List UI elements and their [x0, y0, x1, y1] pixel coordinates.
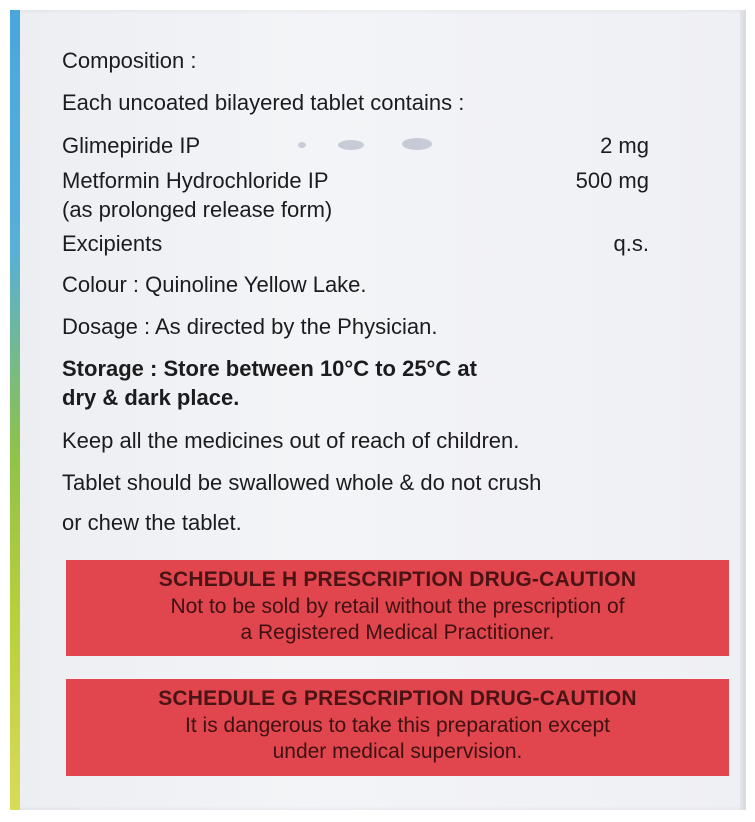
carton-right-edge: [740, 10, 746, 810]
schedule-h-line2: a Registered Medical Practitioner.: [240, 621, 555, 644]
ingredient-amount: 2 mg: [600, 133, 649, 158]
ingredient-name: Metformin Hydrochloride IP: [62, 168, 329, 193]
schedule-h-caution-box: [66, 560, 729, 656]
storage-text-line1: Storage : Store between 10°C to 25°C at: [62, 356, 477, 381]
ingredient-name: Excipients: [62, 231, 163, 256]
ingredient-amount: q.s.: [613, 231, 649, 256]
ink-speck: [338, 140, 364, 150]
carton-color-edge: [10, 10, 20, 810]
ingredient-name: Glimepiride IP: [62, 133, 201, 158]
composition-heading: Composition :: [62, 48, 197, 73]
tablet-intro: Each uncoated bilayered tablet contains :: [62, 90, 465, 115]
storage-text-line2: dry & dark place.: [62, 385, 240, 410]
ink-speck: [402, 138, 432, 150]
schedule-g-line2: under medical supervision.: [272, 740, 523, 763]
ingredient-amount: 500 mg: [575, 168, 649, 193]
warning-children: Keep all the medicines out of reach of children.: [62, 428, 520, 453]
schedule-g-title: SCHEDULE G PRESCRIPTION DRUG-CAUTION: [158, 687, 637, 710]
colour-text: Colour : Quinoline Yellow Lake.: [62, 272, 367, 297]
ingredient-note: (as prolonged release form): [62, 197, 333, 222]
schedule-g-line1: It is dangerous to take this preparation except: [185, 714, 610, 737]
schedule-h-title: SCHEDULE H PRESCRIPTION DRUG-CAUTION: [158, 568, 637, 591]
schedule-h-line1: Not to be sold by retail without the prescription of: [170, 595, 625, 618]
dosage-text: Dosage : As directed by the Physician.: [62, 314, 438, 339]
warning-swallow: Tablet should be swallowed whole & do not crush: [62, 470, 542, 495]
schedule-g-caution-box: [66, 679, 729, 776]
warning-chew: or chew the tablet.: [62, 510, 242, 535]
ink-speck: [298, 142, 306, 148]
